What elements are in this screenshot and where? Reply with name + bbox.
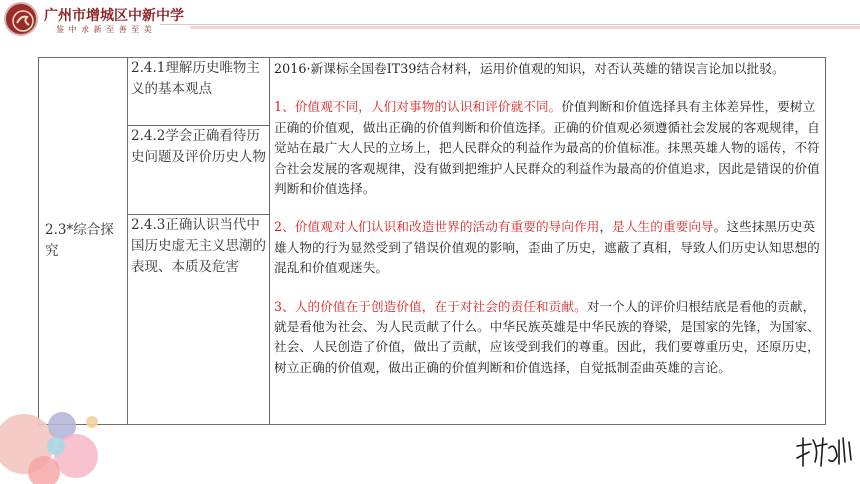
subtopic-2: 2.4.2学会正确看待历史问题及评价历史人物 — [131, 128, 266, 165]
answer-cell — [270, 58, 826, 425]
answer-content — [270, 58, 825, 378]
point-2-highlight-2: 是人生的重要向导 — [612, 219, 714, 235]
point-2-text: 。这些抹黑历史英雄人物的行为显然受到了错误价值观的影响，歪曲了历史，遮蔽了真相，导致人们历史认知思想的混乱和价值观迷失。 — [274, 219, 820, 276]
point-2-sep: ， — [599, 219, 613, 235]
section-cell — [39, 58, 128, 425]
decorative-circles — [0, 392, 110, 484]
subtopic-cell — [128, 126, 270, 215]
question-text: 2016·新课标全国卷ⅠT39结合材料，运用价值观的知识，对否认英雄的错误言论加以批驳。 — [274, 61, 785, 76]
point-1 — [274, 97, 821, 199]
point-1-text: 价值判断和价值选择具有主体差异性，要树立正确的价值观，做出正确的价值判断和价值选择。正确的价值观必须遵循社会发展的客观规律，自觉站在最广大人民的立场上，把人民群众的利益作为最高的价值标准。抹黑英雄人物的谣传，不符合社会发展的客观规律，没有做到把维护人民群众的利益作为最高的价值追求，因此是错误的价值判断和价值选择。 — [274, 99, 820, 197]
point-3-text: 对一个人的评价归根结底是看他的贡献，就是看他为社会、为人民贡献了什么。中华民族英雄是中华民族的脊梁，是国家的先锋，为国家、社会、人民创造了价值，做出了贡献，应该受到我们的尊重。因此，我们要尊重历史，还原历史，树立正确的价值观，做出正确的价值判断和价值选择，自觉抵制歪曲英雄的言论。 — [274, 298, 820, 375]
subtopic-3: 2.4.3正确认识当代中国历史虚无主义思潮的表现、本质及危害 — [131, 217, 266, 275]
header — [0, 0, 860, 40]
point-2 — [274, 217, 821, 278]
point-1-number: 1、 — [274, 99, 295, 115]
school-motto: 鉴 中 求 新 至 善 至 美 — [56, 25, 153, 34]
subtopic-1: 2.4.1理解历史唯物主义的基本观点 — [131, 60, 260, 97]
point-1-highlight: 价值观不同，人们对事物的认识和评价就不同。 — [294, 99, 562, 115]
point-3-highlight: 人的价值在于创造价值，在于对社会的责任和贡献。 — [294, 298, 587, 314]
point-3-number: 3、 — [274, 298, 295, 314]
section-label: 2.3*综合探究 — [45, 222, 114, 259]
school-logo — [4, 2, 38, 36]
point-3 — [274, 297, 821, 379]
point-2-highlight: 价值观对人们认识和改造世界的活动有重要的导向作用 — [294, 219, 600, 235]
subtopic-cell — [128, 215, 270, 425]
subtopic-cell — [128, 58, 270, 126]
point-2-number: 2、 — [274, 219, 295, 235]
content-table — [38, 57, 826, 425]
signature-mark — [793, 432, 857, 472]
header-accent-bar — [190, 26, 860, 29]
logo-emblem-icon — [11, 9, 35, 33]
header-divider — [160, 24, 860, 25]
school-name: 广州市增城区中新中学 — [44, 8, 184, 24]
